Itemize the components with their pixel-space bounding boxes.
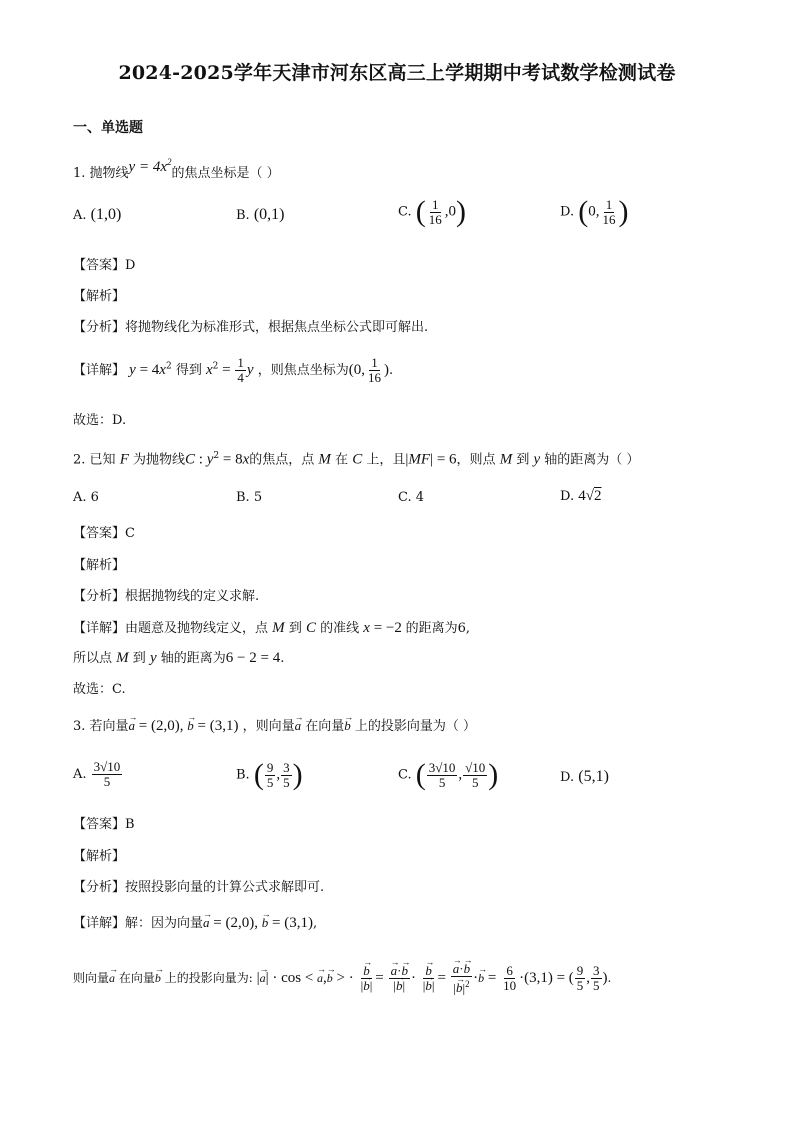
q3-option-b: B. ( $\frac{9}{5}$ , $\frac{3}{5}$ ) <box>236 758 303 791</box>
q2-detail-line2: 所以点 M 到 y 轴的距离为6 − 2 = 4. <box>73 650 285 666</box>
page-title: 2024-2025学年天津市河东区高三上学期期中考试数学检测试卷 <box>118 62 676 84</box>
q1-analysis: 【解析】 <box>73 289 126 304</box>
q1-option-a: A. (1,0) <box>73 206 122 223</box>
q3-answer: 【答案】B <box>73 817 135 832</box>
q1-conclusion: 故选：D. <box>73 413 127 428</box>
q2-detail: 【详解】由题意及抛物线定义，点 M 到 C 的准线 x = −2 的距离为6, <box>73 620 471 636</box>
q2-fenxi: 【分析】根据抛物线的定义求解. <box>73 589 260 604</box>
q2-option-a: A. 6 <box>73 490 99 505</box>
q3-option-d: D. (5,1) <box>560 768 609 785</box>
q1-option-d: D. (0, $\frac{1}{16}$ ) <box>560 195 629 228</box>
q1-detail: 【详解】 $y = 4x^2$ 得到 $x^2$ = $\frac{1}{4}$ y ，则焦点坐标为(0, $\frac{1}{16}$ ). <box>73 355 394 385</box>
q1-option-c: C. ( $\frac{1}{16}$ ,0) <box>398 195 467 228</box>
q2-analysis: 【解析】 <box>73 558 126 573</box>
q2-stem: 2. 已知 F 为抛物线C : $y^2 = 8x$的焦点，点 M 在 C 上，且|MF| = 6，则点 M 到 y 轴的距离为（ ） <box>73 451 640 468</box>
q2-answer: 【答案】C <box>73 526 135 541</box>
q3-final: 则向量→ a 在向量→ b 上的投影向量为: |→ a| · cos < → a,→ b > · → $\frac{b}{|\to b|}$ = → $\frac{a\cdot\to b}{|\to b|}$ · → $\frac{b}{|\to b|}$ = → $\frac{a\cdot\to b}{|\to b|^2}$ ·→ b = $\frac{6}{10}$ ·(3,1) = ( $\frac{9}{5}$ , $\frac{3}{5}$ ). <box>73 962 611 995</box>
q2-option-c: C. 4 <box>398 490 425 505</box>
q3-fenxi: 【分析】按照投影向量的计算公式求解即可. <box>73 880 325 895</box>
q1-option-b: B. (0,1) <box>236 206 285 223</box>
q1-answer: 【答案】D <box>73 258 136 273</box>
q3-option-a: A. $\frac{3√10}{5}$ <box>73 759 121 789</box>
q1-fenxi: 【分析】将抛物线化为标准形式，根据焦点坐标公式即可解出. <box>73 320 429 335</box>
q2-option-d: D. 4√2 <box>560 488 602 504</box>
q3-analysis: 【解析】 <box>73 849 126 864</box>
q1-stem: 1. 抛物线$y = 4x^2$的焦点坐标是（ ） <box>73 157 280 181</box>
q3-stem: 3. 若向量→ a = (2,0), → b = (3,1) ，则向量→ a 在向量→ b 上的投影向量为（ ） <box>73 716 476 737</box>
section-heading: 一、单选题 <box>73 120 143 136</box>
q3-option-c: C. ( $\frac{3√10}{5}$ , $\frac{√10}{5}$ ) <box>398 758 499 791</box>
q2-option-b: B. 5 <box>236 490 263 505</box>
q3-detail: 【详解】解：因为向量→ a = (2,0), → b = (3,1), <box>73 913 317 934</box>
q2-conclusion: 故选：C. <box>73 682 126 697</box>
